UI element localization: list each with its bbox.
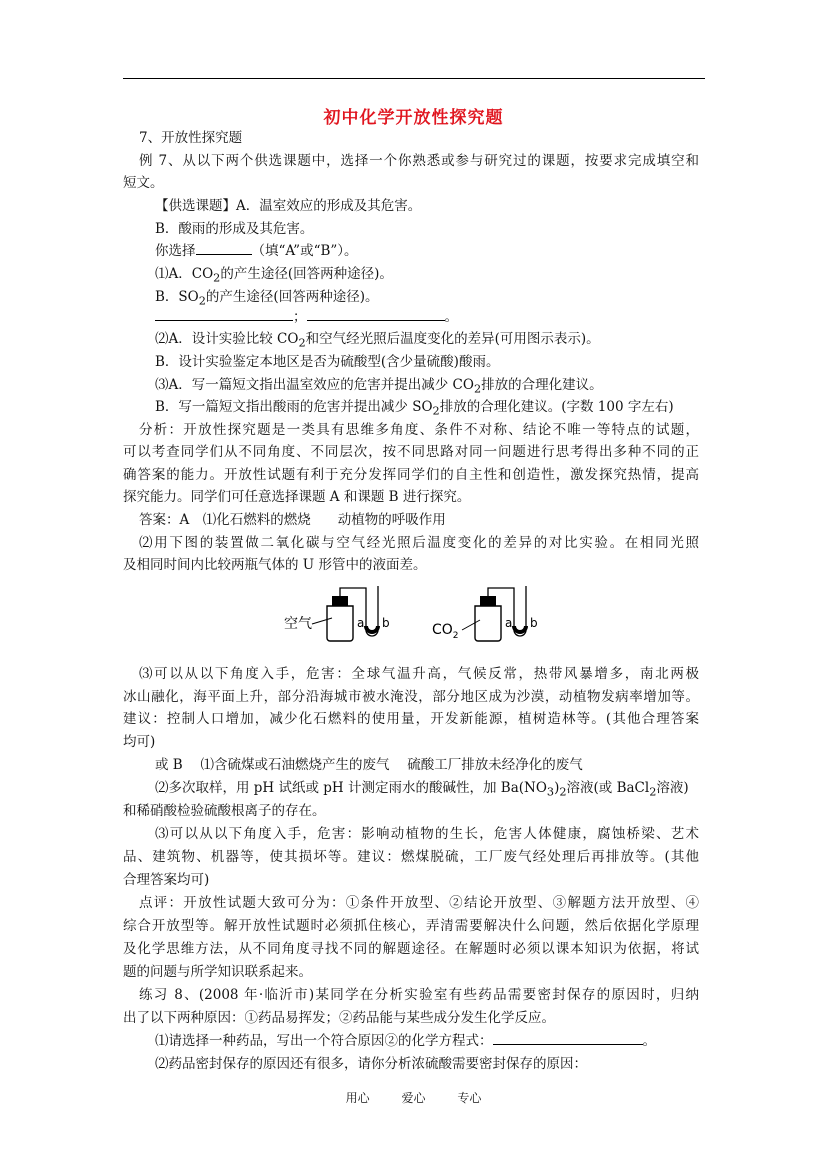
ex8-line-2: 出了以下两种原因：①药品易挥发；②药品能与某些成分发生化学反应。 <box>123 1010 555 1026</box>
figure-label-a-right: a <box>505 616 513 630</box>
analysis-line-2: 可以考查同学们从不同角度、不同层次，按不同思路对同一问题进行思考得出多种不同的正 <box>123 444 699 460</box>
q1a-subscript: 2 <box>213 271 221 285</box>
q3a-text-end: 排放的合理化建议。 <box>481 377 603 393</box>
answer-a3-line-3: 建议：控制人口增加，减少化石燃料的使用量，开发新能源，植树造林等。(其他合理答案 <box>123 711 699 727</box>
figure-label-air: 空气 <box>284 616 312 632</box>
q3a-text: ⑶A．写一篇短文指出温室效应的危害并提出减少 CO <box>155 377 474 393</box>
q1a-text: ⑴A．CO <box>155 266 214 282</box>
ex8-q1-end: 。 <box>642 1033 656 1049</box>
answer-a1: 答案：A ⑴化石燃料的燃烧 动植物的呼吸作用 <box>139 512 446 528</box>
q3b-text-end: 排放的合理化建议。(字数 100 字左右) <box>439 399 674 415</box>
ex7-line-2: 短文。 <box>123 175 164 191</box>
answer-blank-2[interactable] <box>307 307 445 321</box>
q2a-subscript: 2 <box>298 336 306 350</box>
b2-text-end: 溶液) <box>656 780 689 796</box>
bottle-left <box>327 606 353 641</box>
answer-b2-line-1 <box>155 778 689 803</box>
q1a-line <box>155 264 393 289</box>
b2-text-mid2: 溶液(或 BaCl <box>566 780 650 796</box>
answer-b1: 或 B ⑴含硫煤或石油燃烧产生的废气 硫酸工厂排放未经净化的废气 <box>155 757 583 773</box>
q2b-line: B．设计实验鉴定本地区是否为硫酸型(含少量硫酸)酸雨。 <box>155 354 500 370</box>
q3a-subscript: 2 <box>473 382 482 396</box>
choice-blank[interactable] <box>196 241 252 255</box>
ex8-q1-line <box>155 1031 656 1051</box>
page-footer <box>0 1089 827 1106</box>
figure-label-b-right: b <box>530 616 538 630</box>
choice-suffix: （填“A”或“B”）。 <box>251 243 358 259</box>
q1a-text-end: 的产生途径(回答两种途径)。 <box>220 266 393 282</box>
ex7-line-1: 例 7、从以下两个供选课题中，选择一个你熟悉或参与研究过的课题，按要求完成填空和 <box>139 153 699 169</box>
blank-end: 。 <box>444 309 458 325</box>
figure-label-b-left: b <box>382 616 390 630</box>
answer-a3-line-1: ⑶可以从以下角度入手，危害：全球气温升高，气候反常，热带风暴增多，南北两极 <box>139 666 699 682</box>
answer-blanks-line <box>155 307 458 327</box>
q2a-text-end: 和空气经光照后温度变化的差异(可用图示表示)。 <box>305 331 600 347</box>
ex8-q2-line: ⑵药品密封保存的原因还有很多，请你分析浓硫酸需要密封保存的原因： <box>155 1056 587 1072</box>
footer-item: 专心 <box>457 1091 482 1105</box>
answer-blank-1[interactable] <box>155 307 293 321</box>
comment-line-1: 点评：开放性试题大致可分为：①条件开放型、②结论开放型、③解题方法开放型、④ <box>139 895 699 911</box>
pointer-line-right <box>462 620 480 630</box>
q3b-line <box>155 397 674 422</box>
answer-a3-line-2: 冰山融化，海平面上升，部分沿海城市被水淹没，部分地区成为沙漠，动植物发病率增加等。 <box>123 689 699 705</box>
answer-b2-line-2: 和稀硝酸检验硫酸根离子的存在。 <box>123 803 326 819</box>
footer-item: 用心 <box>345 1091 370 1105</box>
footer-item: 爱心 <box>401 1091 426 1105</box>
ex8-q1-text: ⑴请选择一种药品，写出一个符合原因②的化学方程式： <box>155 1033 493 1049</box>
page-title: 初中化学开放性探究题 <box>323 108 504 128</box>
q3a-line <box>155 375 603 400</box>
comment-line-2: 综合开放型等。解开放性试题时必须抓住核心，弄清需要解决什么问题，然后依据化学原理 <box>123 918 699 934</box>
ex8-q1-blank[interactable] <box>493 1031 643 1045</box>
experiment-figure <box>282 580 552 642</box>
choice-prefix: 你选择 <box>155 243 196 259</box>
stopper-right <box>480 596 496 606</box>
section-heading: 7、开放性探究题 <box>139 130 243 146</box>
figure-label-co2: $CO_2$ <box>432 622 459 641</box>
header-rule <box>123 78 705 79</box>
analysis-line-3: 确答案的能力。开放性试题有利于充分发挥同学们的自主性和创造性，激发探究热情，提高 <box>123 467 699 483</box>
liquid-right <box>514 626 526 632</box>
q3b-subscript: 2 <box>432 404 440 418</box>
liquid-left <box>366 626 378 632</box>
q1b-text-end: 的产生途径(回答两种途径)。 <box>205 289 379 305</box>
b2-sub-3: 2 <box>649 785 657 799</box>
answer-a2-line-1: ⑵用下图的装置做二氧化碳与空气经光照后温度变化的差异的对比实验。在相同光照 <box>139 535 699 551</box>
b2-sub-1: 3 <box>546 785 555 799</box>
analysis-line-1: 分析：开放性探究题是一类具有思维多角度、条件不对称、结论不唯一等特点的试题， <box>139 422 699 438</box>
pointer-line <box>312 618 332 624</box>
comment-line-4: 题的问题与所学知识联系起来。 <box>123 964 312 980</box>
ex8-line-1: 练习 8、(2008 年·临沂市)某同学在分析实验室有些药品需要密封保存的原因时，归纳 <box>139 987 699 1003</box>
q2a-text: ⑵A．设计实验比较 CO <box>155 331 299 347</box>
answer-a3-line-4: 均可) <box>123 734 156 750</box>
b2-text: ⑵多次取样，用 pH 试纸或 pH 计测定雨水的酸碱性，加 Ba(NO <box>155 780 547 796</box>
comment-line-3: 及化学思维方法，从不同角度寻找不同的解题途径。在解题时必须以课本知识为依据，将试 <box>123 941 699 957</box>
analysis-line-4: 探究能力。同学们可任意选择课题 A 和课题 B 进行探究。 <box>123 489 471 505</box>
figure-label-a-left: a <box>357 616 365 630</box>
answer-b3-line-1: ⑶可以从以下角度入手，危害：影响动植物的生长，危害人体健康，腐蚀桥梁、艺术 <box>155 826 699 842</box>
topic-option-a: 【供选课题】A．温室效应的形成及其危害。 <box>155 198 422 214</box>
b2-sub-2: 2 <box>559 785 567 799</box>
q1b-subscript: 2 <box>198 294 206 308</box>
answer-b3-line-3: 合理答案均可) <box>123 872 210 888</box>
stopper-left <box>332 596 348 606</box>
q2a-line <box>155 329 600 354</box>
answer-b3-line-2: 品、建筑物、机器等，使其损坏等。建议：燃煤脱硫，工厂废气经处理后再排放等。(其他 <box>123 849 699 865</box>
q3b-text: B．写一篇短文指出酸雨的危害并提出减少 SO <box>155 399 433 415</box>
topic-option-b: B．酸雨的形成及其危害。 <box>155 221 314 237</box>
blank-separator: ； <box>293 309 307 325</box>
q1b-text: B．SO <box>155 289 199 305</box>
choice-line <box>155 241 358 261</box>
bottle-right <box>475 606 501 641</box>
answer-a2-line-2: 及相同时间内比较两瓶气体的 U 形管中的液面差。 <box>123 557 427 573</box>
b2-text-mid: ) <box>554 780 560 796</box>
